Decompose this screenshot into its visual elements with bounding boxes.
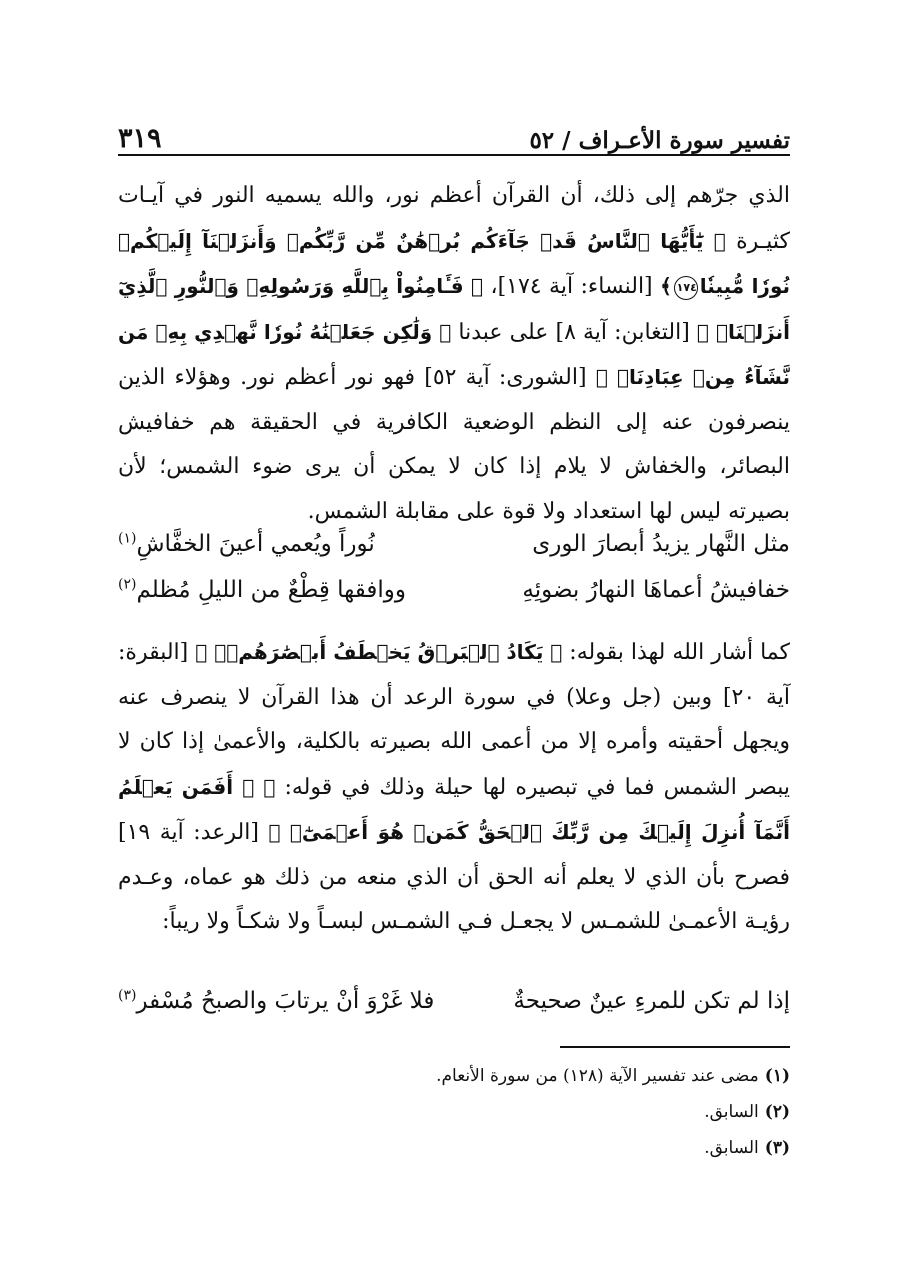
footnote-item [118, 1058, 790, 1094]
footnote-marker: (٢) [764, 1102, 790, 1122]
text-segment: [النساء: آية ١٧٤]، [483, 274, 661, 299]
text-segment: [التغابن: آية ٨] على عبدنا [451, 319, 697, 345]
hemistich-second: فلا غَرْوَ أنْ يرتابَ والصبحُ مُسْفر$^{(٣)}$ [118, 987, 435, 1014]
footnote-rule [560, 1046, 790, 1048]
footnote-marker: (١) [764, 1066, 790, 1086]
hemistich-first: إذا لم تكن للمرءِ عينٌ صحيحةٌ [513, 988, 790, 1014]
paragraph-2 [118, 630, 790, 945]
footnote-ref: (١) [118, 530, 137, 547]
quran-verse: ﴿ يَكَادُ ٱلۡبَرۡقُ يَخۡطَفُ أَبۡصَٰرَهُمۡۖ ﴾ [195, 640, 563, 664]
footnote-text: مضى عند تفسير الآية (١٢٨) من سورة الأنعام. [436, 1066, 759, 1086]
hemistich-first: مثل النَّهار يزيدُ أبصارَ الورى [532, 531, 790, 557]
poetry-block-2 [118, 978, 790, 1024]
page-header [118, 108, 790, 154]
quran-verse: ﴿ يَٰٓأَيُّهَا ٱلنَّاسُ قَدۡ جَآءَكُم بُرۡهَٰنٌ مِّن رَّبِّكُمۡ وَأَنزَلۡنَآ إِلَيۡكُمۡ نُورٗا مُّبِينٗا١٧٤﴾ [118, 228, 790, 298]
poetry-line [118, 521, 790, 567]
text-segment: كما أشار الله لهذا بقوله: [562, 640, 790, 665]
paragraph-1 [118, 174, 790, 534]
quran-verse: ﴿ وَلَٰكِن جَعَلۡنَٰهُ نُورٗا نَّهۡدِي بِهِۦ مَن نَّشَآءُ مِنۡ عِبَادِنَاۚ ﴾ [118, 319, 790, 389]
footnote-marker: (٣) [764, 1138, 790, 1158]
page-number: ٣١٩ [118, 123, 162, 154]
footnote-item [118, 1130, 790, 1166]
hemistich-second: ووافقها قِطْعٌ من الليلِ مُظلم$^{(٢)}$ [118, 576, 406, 603]
hemistich-first: خفافيشُ أعماهَا النهارُ بضوئِهِ [522, 577, 790, 603]
footnote-item [118, 1094, 790, 1130]
footnote-text: السابق. [704, 1138, 759, 1158]
quran-verse: ﴿ فَـَٔامِنُواْ بِٱللَّهِ وَرَسُولِهِۦ وَٱلنُّورِ ٱلَّذِيٓ أَنزَلۡنَاۚ ﴾ [118, 274, 790, 344]
text-segment: [البقرة: آية ٢٠] وبين (جل وعلا) في سورة الرعد أن هذا القرآن لا ينصرف عنه ويجهل أحقيته وأمره إلا من أعمى الله بصيرته بالكلية، والأعمىٰ إذا كان لا يبصر الشمس فما في تبصيره لها حيلة وذلك في قوله: [118, 640, 790, 800]
aya-number-marker: ١٧٤ [674, 276, 698, 300]
hemistich-second: نُوراً ويُعمي أعينَ الخفَّاشِ$^{(١)}$ [118, 530, 375, 557]
text-segment: [الرعد: آية ١٩] فصرح بأن الذي لا يعلم أنه الحق أن الذي منعه من ذلك هو عماه، وعـدم رؤيـة الأعمـىٰ للشمـس لا يجعـل فـي الشمـس لبسـاً ولا شكـاً ولا ريباً: [118, 820, 790, 934]
footnote-ref: (٢) [118, 576, 137, 593]
poetry-block-1 [118, 521, 790, 613]
poetry-line [118, 978, 790, 1024]
text-segment: [الشورى: آية ٥٢] فهو نور أعظم نور. وهؤلاء الذين ينصرفون عنه إلى النظم الوضعية الكافرية في الحقيقة هم خفافيش البصائر، والخفاش لا يلام إذا كان لا يمكن أن يرى ضوء الشمس؛ لأن بصيرته ليس لها استعداد ولا قوة على مقابلة الشمس. [118, 365, 790, 524]
header-rule [118, 154, 790, 156]
poetry-line [118, 567, 790, 613]
footnote-text: السابق. [704, 1102, 759, 1122]
footnote-ref: (٣) [118, 987, 137, 1004]
running-title: تفسير سورة الأعـراف / ٥٢ [529, 127, 790, 154]
footnotes [118, 1058, 790, 1166]
quran-verse: ﴿ ۞ أَفَمَن يَعۡلَمُ أَنَّمَآ أُنزِلَ إِلَيۡكَ مِن رَّبِّكَ ٱلۡحَقُّ كَمَنۡ هُوَ أَعۡمَىٰٓۚ ﴾ [118, 774, 790, 844]
text-segment: الذي جرّهم إلى ذلك، أن القرآن أعظم نور، والله يسميه النور في آيـات كثيـرة [118, 183, 790, 254]
